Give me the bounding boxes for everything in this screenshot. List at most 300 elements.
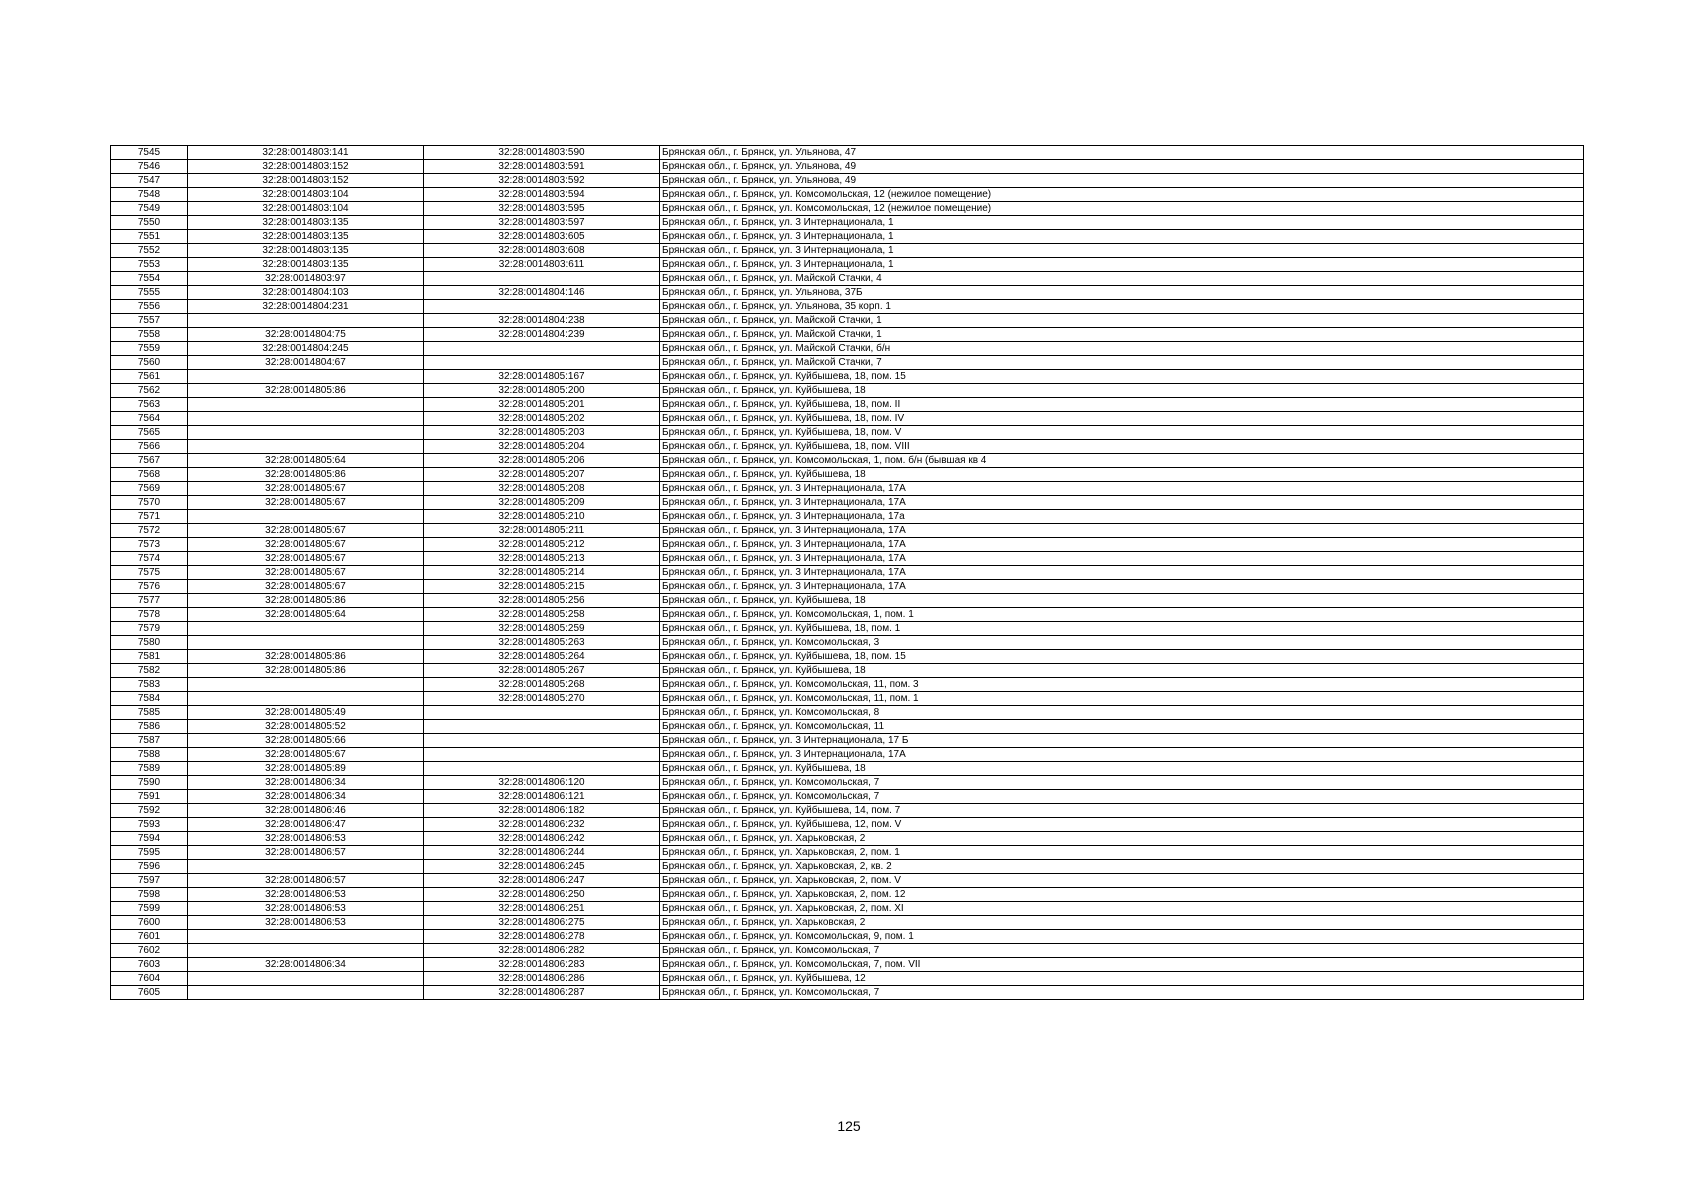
- row-number-cell: 7558: [111, 328, 188, 342]
- object-number-cell: 32:28:0014805:256: [424, 594, 660, 608]
- row-number-cell: 7598: [111, 888, 188, 902]
- table-row: [111, 300, 1584, 314]
- address-cell: Брянская обл., г. Брянск, ул. Комсомольская, 7, пом. VII: [660, 958, 1584, 972]
- address-cell: Брянская обл., г. Брянск, ул. Комсомольская, 12 (нежилое помещение): [660, 188, 1584, 202]
- address-cell: Брянская обл., г. Брянск, ул. Ульянова, 35 корп. 1: [660, 300, 1584, 314]
- table-row: [111, 790, 1584, 804]
- parcel-number-cell: 32:28:0014804:75: [188, 328, 424, 342]
- address-cell: Брянская обл., г. Брянск, ул. Ульянова, 49: [660, 174, 1584, 188]
- table-row: [111, 440, 1584, 454]
- table-row: [111, 776, 1584, 790]
- table-row: [111, 146, 1584, 160]
- object-number-cell: 32:28:0014805:210: [424, 510, 660, 524]
- table-row: [111, 426, 1584, 440]
- address-cell: Брянская обл., г. Брянск, ул. 3 Интернационала, 17А: [660, 748, 1584, 762]
- table-row: [111, 286, 1584, 300]
- row-number-cell: 7601: [111, 930, 188, 944]
- table-row: [111, 958, 1584, 972]
- address-cell: Брянская обл., г. Брянск, ул. Ульянова, 49: [660, 160, 1584, 174]
- address-cell: Брянская обл., г. Брянск, ул. Куйбышева, 18, пом. II: [660, 398, 1584, 412]
- table-row: [111, 384, 1584, 398]
- table-row: [111, 664, 1584, 678]
- parcel-number-cell: [188, 972, 424, 986]
- parcel-number-cell: 32:28:0014805:67: [188, 580, 424, 594]
- parcel-number-cell: 32:28:0014803:104: [188, 202, 424, 216]
- object-number-cell: 32:28:0014806:275: [424, 916, 660, 930]
- table-row: [111, 468, 1584, 482]
- address-cell: Брянская обл., г. Брянск, ул. Харьковская, 2: [660, 832, 1584, 846]
- object-number-cell: 32:28:0014805:270: [424, 692, 660, 706]
- row-number-cell: 7584: [111, 692, 188, 706]
- parcel-number-cell: [188, 314, 424, 328]
- parcel-number-cell: [188, 440, 424, 454]
- row-number-cell: 7590: [111, 776, 188, 790]
- object-number-cell: 32:28:0014804:238: [424, 314, 660, 328]
- address-cell: Брянская обл., г. Брянск, ул. Куйбышева, 12: [660, 972, 1584, 986]
- table-row: [111, 706, 1584, 720]
- table-row: [111, 524, 1584, 538]
- parcel-number-cell: 32:28:0014803:97: [188, 272, 424, 286]
- table-row: [111, 678, 1584, 692]
- parcel-number-cell: 32:28:0014805:67: [188, 566, 424, 580]
- table-row: [111, 650, 1584, 664]
- table-row: [111, 860, 1584, 874]
- object-number-cell: 32:28:0014805:213: [424, 552, 660, 566]
- object-number-cell: 32:28:0014805:201: [424, 398, 660, 412]
- parcel-number-cell: 32:28:0014806:57: [188, 846, 424, 860]
- address-cell: Брянская обл., г. Брянск, ул. Комсомольская, 1, пом. 1: [660, 608, 1584, 622]
- address-cell: Брянская обл., г. Брянск, ул. Майской Стачки, 4: [660, 272, 1584, 286]
- object-number-cell: 32:28:0014805:207: [424, 468, 660, 482]
- row-number-cell: 7603: [111, 958, 188, 972]
- parcel-number-cell: [188, 398, 424, 412]
- object-number-cell: 32:28:0014805:259: [424, 622, 660, 636]
- object-number-cell: [424, 748, 660, 762]
- row-number-cell: 7560: [111, 356, 188, 370]
- table-row: [111, 398, 1584, 412]
- object-number-cell: 32:28:0014805:204: [424, 440, 660, 454]
- object-number-cell: 32:28:0014806:287: [424, 986, 660, 1000]
- registry-table: [110, 145, 1584, 1000]
- parcel-number-cell: 32:28:0014805:66: [188, 734, 424, 748]
- registry-sheet: [110, 145, 1584, 1000]
- object-number-cell: 32:28:0014806:244: [424, 846, 660, 860]
- object-number-cell: 32:28:0014805:200: [424, 384, 660, 398]
- address-cell: Брянская обл., г. Брянск, ул. Куйбышева, 18, пом. 1: [660, 622, 1584, 636]
- table-row: [111, 986, 1584, 1000]
- table-row: [111, 174, 1584, 188]
- object-number-cell: 32:28:0014803:595: [424, 202, 660, 216]
- table-row: [111, 874, 1584, 888]
- address-cell: Брянская обл., г. Брянск, ул. 3 Интернационала, 17а: [660, 510, 1584, 524]
- row-number-cell: 7582: [111, 664, 188, 678]
- object-number-cell: 32:28:0014803:591: [424, 160, 660, 174]
- parcel-number-cell: 32:28:0014806:34: [188, 958, 424, 972]
- object-number-cell: 32:28:0014805:202: [424, 412, 660, 426]
- object-number-cell: 32:28:0014803:590: [424, 146, 660, 160]
- page-number: 125: [837, 1118, 861, 1134]
- object-number-cell: 32:28:0014806:282: [424, 944, 660, 958]
- row-number-cell: 7569: [111, 482, 188, 496]
- object-number-cell: [424, 720, 660, 734]
- row-number-cell: 7554: [111, 272, 188, 286]
- address-cell: Брянская обл., г. Брянск, ул. Харьковская, 2, пом. V: [660, 874, 1584, 888]
- table-row: [111, 244, 1584, 258]
- table-row: [111, 748, 1584, 762]
- parcel-number-cell: 32:28:0014805:67: [188, 482, 424, 496]
- address-cell: Брянская обл., г. Брянск, ул. Харьковская, 2, пом. 1: [660, 846, 1584, 860]
- row-number-cell: 7583: [111, 678, 188, 692]
- parcel-number-cell: 32:28:0014803:152: [188, 160, 424, 174]
- row-number-cell: 7580: [111, 636, 188, 650]
- object-number-cell: 32:28:0014803:611: [424, 258, 660, 272]
- object-number-cell: 32:28:0014805:214: [424, 566, 660, 580]
- row-number-cell: 7553: [111, 258, 188, 272]
- row-number-cell: 7594: [111, 832, 188, 846]
- table-row: [111, 762, 1584, 776]
- row-number-cell: 7565: [111, 426, 188, 440]
- parcel-number-cell: [188, 622, 424, 636]
- table-row: [111, 356, 1584, 370]
- row-number-cell: 7573: [111, 538, 188, 552]
- address-cell: Брянская обл., г. Брянск, ул. Харьковская, 2, кв. 2: [660, 860, 1584, 874]
- parcel-number-cell: 32:28:0014806:53: [188, 832, 424, 846]
- address-cell: Брянская обл., г. Брянск, ул. Куйбышева, 18, пом. 15: [660, 370, 1584, 384]
- row-number-cell: 7604: [111, 972, 188, 986]
- address-cell: Брянская обл., г. Брянск, ул. Куйбышева, 12, пом. V: [660, 818, 1584, 832]
- table-row: [111, 594, 1584, 608]
- table-row: [111, 160, 1584, 174]
- address-cell: Брянская обл., г. Брянск, ул. Комсомольская, 7: [660, 986, 1584, 1000]
- address-cell: Брянская обл., г. Брянск, ул. Комсомольская, 12 (нежилое помещение): [660, 202, 1584, 216]
- parcel-number-cell: 32:28:0014804:245: [188, 342, 424, 356]
- table-row: [111, 580, 1584, 594]
- row-number-cell: 7547: [111, 174, 188, 188]
- object-number-cell: 32:28:0014804:146: [424, 286, 660, 300]
- table-row: [111, 496, 1584, 510]
- row-number-cell: 7559: [111, 342, 188, 356]
- object-number-cell: 32:28:0014806:242: [424, 832, 660, 846]
- address-cell: Брянская обл., г. Брянск, ул. Ульянова, 47: [660, 146, 1584, 160]
- table-row: [111, 930, 1584, 944]
- table-row: [111, 510, 1584, 524]
- row-number-cell: 7595: [111, 846, 188, 860]
- address-cell: Брянская обл., г. Брянск, ул. Куйбышева, 18: [660, 664, 1584, 678]
- row-number-cell: 7545: [111, 146, 188, 160]
- table-row: [111, 552, 1584, 566]
- address-cell: Брянская обл., г. Брянск, ул. Комсомольская, 11, пом. 3: [660, 678, 1584, 692]
- table-row: [111, 328, 1584, 342]
- object-number-cell: 32:28:0014805:215: [424, 580, 660, 594]
- parcel-number-cell: [188, 510, 424, 524]
- table-row: [111, 454, 1584, 468]
- object-number-cell: 32:28:0014806:286: [424, 972, 660, 986]
- registry-table-body: [111, 146, 1584, 1000]
- address-cell: Брянская обл., г. Брянск, ул. Комсомольская, 11, пом. 1: [660, 692, 1584, 706]
- row-number-cell: 7602: [111, 944, 188, 958]
- table-row: [111, 832, 1584, 846]
- object-number-cell: 32:28:0014806:120: [424, 776, 660, 790]
- object-number-cell: 32:28:0014803:608: [424, 244, 660, 258]
- table-row: [111, 230, 1584, 244]
- parcel-number-cell: [188, 412, 424, 426]
- table-row: [111, 608, 1584, 622]
- parcel-number-cell: 32:28:0014805:86: [188, 384, 424, 398]
- address-cell: Брянская обл., г. Брянск, ул. Куйбышева, 14, пом. 7: [660, 804, 1584, 818]
- address-cell: Брянская обл., г. Брянск, ул. 3 Интернационала, 1: [660, 230, 1584, 244]
- object-number-cell: 32:28:0014805:268: [424, 678, 660, 692]
- object-number-cell: [424, 300, 660, 314]
- address-cell: Брянская обл., г. Брянск, ул. Майской Стачки, 1: [660, 328, 1584, 342]
- row-number-cell: 7599: [111, 902, 188, 916]
- parcel-number-cell: [188, 370, 424, 384]
- object-number-cell: 32:28:0014806:245: [424, 860, 660, 874]
- row-number-cell: 7586: [111, 720, 188, 734]
- row-number-cell: 7563: [111, 398, 188, 412]
- parcel-number-cell: 32:28:0014805:52: [188, 720, 424, 734]
- parcel-number-cell: 32:28:0014804:103: [188, 286, 424, 300]
- table-row: [111, 916, 1584, 930]
- address-cell: Брянская обл., г. Брянск, ул. 3 Интернационала, 17А: [660, 566, 1584, 580]
- row-number-cell: 7593: [111, 818, 188, 832]
- table-row: [111, 734, 1584, 748]
- table-row: [111, 720, 1584, 734]
- row-number-cell: 7564: [111, 412, 188, 426]
- parcel-number-cell: 32:28:0014805:64: [188, 608, 424, 622]
- row-number-cell: 7562: [111, 384, 188, 398]
- object-number-cell: 32:28:0014805:167: [424, 370, 660, 384]
- parcel-number-cell: 32:28:0014806:57: [188, 874, 424, 888]
- parcel-number-cell: 32:28:0014803:141: [188, 146, 424, 160]
- object-number-cell: 32:28:0014805:212: [424, 538, 660, 552]
- row-number-cell: 7579: [111, 622, 188, 636]
- table-row: [111, 538, 1584, 552]
- parcel-number-cell: [188, 860, 424, 874]
- parcel-number-cell: [188, 678, 424, 692]
- address-cell: Брянская обл., г. Брянск, ул. Куйбышева, 18: [660, 594, 1584, 608]
- row-number-cell: 7566: [111, 440, 188, 454]
- row-number-cell: 7597: [111, 874, 188, 888]
- parcel-number-cell: 32:28:0014803:135: [188, 258, 424, 272]
- row-number-cell: 7589: [111, 762, 188, 776]
- object-number-cell: 32:28:0014804:239: [424, 328, 660, 342]
- object-number-cell: 32:28:0014803:592: [424, 174, 660, 188]
- object-number-cell: [424, 342, 660, 356]
- parcel-number-cell: [188, 986, 424, 1000]
- object-number-cell: 32:28:0014805:206: [424, 454, 660, 468]
- row-number-cell: 7548: [111, 188, 188, 202]
- address-cell: Брянская обл., г. Брянск, ул. Куйбышева, 18, пом. V: [660, 426, 1584, 440]
- address-cell: Брянская обл., г. Брянск, ул. Майской Стачки, 7: [660, 356, 1584, 370]
- address-cell: Брянская обл., г. Брянск, ул. Комсомольская, 7: [660, 776, 1584, 790]
- parcel-number-cell: 32:28:0014805:49: [188, 706, 424, 720]
- address-cell: Брянская обл., г. Брянск, ул. Куйбышева, 18: [660, 468, 1584, 482]
- parcel-number-cell: [188, 944, 424, 958]
- table-row: [111, 846, 1584, 860]
- parcel-number-cell: 32:28:0014803:135: [188, 244, 424, 258]
- address-cell: Брянская обл., г. Брянск, ул. Комсомольская, 7: [660, 944, 1584, 958]
- table-row: [111, 622, 1584, 636]
- address-cell: Брянская обл., г. Брянск, ул. 3 Интернационала, 17А: [660, 538, 1584, 552]
- row-number-cell: 7549: [111, 202, 188, 216]
- row-number-cell: 7546: [111, 160, 188, 174]
- parcel-number-cell: 32:28:0014804:231: [188, 300, 424, 314]
- parcel-number-cell: 32:28:0014803:152: [188, 174, 424, 188]
- parcel-number-cell: 32:28:0014806:34: [188, 790, 424, 804]
- table-row: [111, 314, 1584, 328]
- parcel-number-cell: 32:28:0014806:34: [188, 776, 424, 790]
- row-number-cell: 7587: [111, 734, 188, 748]
- object-number-cell: 32:28:0014803:605: [424, 230, 660, 244]
- parcel-number-cell: 32:28:0014806:53: [188, 888, 424, 902]
- table-row: [111, 202, 1584, 216]
- object-number-cell: 32:28:0014806:278: [424, 930, 660, 944]
- row-number-cell: 7591: [111, 790, 188, 804]
- parcel-number-cell: 32:28:0014804:67: [188, 356, 424, 370]
- object-number-cell: 32:28:0014805:267: [424, 664, 660, 678]
- address-cell: Брянская обл., г. Брянск, ул. Майской Стачки, б/н: [660, 342, 1584, 356]
- parcel-number-cell: 32:28:0014803:104: [188, 188, 424, 202]
- address-cell: Брянская обл., г. Брянск, ул. 3 Интернационала, 17А: [660, 552, 1584, 566]
- row-number-cell: 7572: [111, 524, 188, 538]
- object-number-cell: 32:28:0014806:232: [424, 818, 660, 832]
- object-number-cell: 32:28:0014806:121: [424, 790, 660, 804]
- table-row: [111, 692, 1584, 706]
- row-number-cell: 7561: [111, 370, 188, 384]
- address-cell: Брянская обл., г. Брянск, ул. 3 Интернационала, 17А: [660, 496, 1584, 510]
- address-cell: Брянская обл., г. Брянск, ул. 3 Интернационала, 1: [660, 258, 1584, 272]
- parcel-number-cell: 32:28:0014805:86: [188, 468, 424, 482]
- row-number-cell: 7576: [111, 580, 188, 594]
- object-number-cell: [424, 706, 660, 720]
- table-row: [111, 972, 1584, 986]
- parcel-number-cell: 32:28:0014806:53: [188, 916, 424, 930]
- table-row: [111, 188, 1584, 202]
- row-number-cell: 7550: [111, 216, 188, 230]
- table-row: [111, 804, 1584, 818]
- parcel-number-cell: 32:28:0014803:135: [188, 230, 424, 244]
- row-number-cell: 7556: [111, 300, 188, 314]
- address-cell: Брянская обл., г. Брянск, ул. 3 Интернационала, 17А: [660, 524, 1584, 538]
- row-number-cell: 7568: [111, 468, 188, 482]
- row-number-cell: 7592: [111, 804, 188, 818]
- row-number-cell: 7588: [111, 748, 188, 762]
- parcel-number-cell: 32:28:0014803:135: [188, 216, 424, 230]
- address-cell: Брянская обл., г. Брянск, ул. Ульянова, 37Б: [660, 286, 1584, 300]
- address-cell: Брянская обл., г. Брянск, ул. Комсомольская, 8: [660, 706, 1584, 720]
- table-row: [111, 944, 1584, 958]
- table-row: [111, 412, 1584, 426]
- parcel-number-cell: 32:28:0014805:67: [188, 552, 424, 566]
- object-number-cell: 32:28:0014806:247: [424, 874, 660, 888]
- object-number-cell: 32:28:0014805:211: [424, 524, 660, 538]
- row-number-cell: 7552: [111, 244, 188, 258]
- parcel-number-cell: [188, 636, 424, 650]
- row-number-cell: 7557: [111, 314, 188, 328]
- object-number-cell: 32:28:0014806:182: [424, 804, 660, 818]
- row-number-cell: 7555: [111, 286, 188, 300]
- row-number-cell: 7577: [111, 594, 188, 608]
- address-cell: Брянская обл., г. Брянск, ул. Комсомольская, 11: [660, 720, 1584, 734]
- parcel-number-cell: [188, 426, 424, 440]
- address-cell: Брянская обл., г. Брянск, ул. Куйбышева, 18: [660, 762, 1584, 776]
- table-row: [111, 272, 1584, 286]
- row-number-cell: 7570: [111, 496, 188, 510]
- parcel-number-cell: 32:28:0014806:46: [188, 804, 424, 818]
- address-cell: Брянская обл., г. Брянск, ул. Харьковская, 2: [660, 916, 1584, 930]
- address-cell: Брянская обл., г. Брянск, ул. Куйбышева, 18, пом. IV: [660, 412, 1584, 426]
- parcel-number-cell: 32:28:0014806:47: [188, 818, 424, 832]
- object-number-cell: 32:28:0014803:597: [424, 216, 660, 230]
- object-number-cell: [424, 356, 660, 370]
- table-row: [111, 482, 1584, 496]
- address-cell: Брянская обл., г. Брянск, ул. Комсомольская, 3: [660, 636, 1584, 650]
- row-number-cell: 7575: [111, 566, 188, 580]
- object-number-cell: 32:28:0014805:264: [424, 650, 660, 664]
- object-number-cell: [424, 272, 660, 286]
- object-number-cell: 32:28:0014805:209: [424, 496, 660, 510]
- object-number-cell: 32:28:0014806:251: [424, 902, 660, 916]
- address-cell: Брянская обл., г. Брянск, ул. Комсомольская, 9, пом. 1: [660, 930, 1584, 944]
- address-cell: Брянская обл., г. Брянск, ул. Куйбышева, 18, пом. 15: [660, 650, 1584, 664]
- row-number-cell: 7605: [111, 986, 188, 1000]
- object-number-cell: [424, 762, 660, 776]
- parcel-number-cell: 32:28:0014805:86: [188, 594, 424, 608]
- table-row: [111, 818, 1584, 832]
- row-number-cell: 7574: [111, 552, 188, 566]
- row-number-cell: 7581: [111, 650, 188, 664]
- address-cell: Брянская обл., г. Брянск, ул. Майской Стачки, 1: [660, 314, 1584, 328]
- parcel-number-cell: [188, 930, 424, 944]
- parcel-number-cell: 32:28:0014805:67: [188, 748, 424, 762]
- object-number-cell: 32:28:0014805:203: [424, 426, 660, 440]
- object-number-cell: 32:28:0014805:263: [424, 636, 660, 650]
- parcel-number-cell: 32:28:0014805:64: [188, 454, 424, 468]
- address-cell: Брянская обл., г. Брянск, ул. 3 Интернационала, 17А: [660, 482, 1584, 496]
- address-cell: Брянская обл., г. Брянск, ул. Комсомольская, 1, пом. б/н (бывшая кв 4: [660, 454, 1584, 468]
- address-cell: Брянская обл., г. Брянск, ул. Куйбышева, 18, пом. VIII: [660, 440, 1584, 454]
- row-number-cell: 7571: [111, 510, 188, 524]
- address-cell: Брянская обл., г. Брянск, ул. 3 Интернационала, 1: [660, 216, 1584, 230]
- object-number-cell: 32:28:0014805:258: [424, 608, 660, 622]
- table-row: [111, 216, 1584, 230]
- object-number-cell: 32:28:0014806:250: [424, 888, 660, 902]
- table-row: [111, 258, 1584, 272]
- row-number-cell: 7551: [111, 230, 188, 244]
- object-number-cell: 32:28:0014806:283: [424, 958, 660, 972]
- row-number-cell: 7585: [111, 706, 188, 720]
- object-number-cell: [424, 734, 660, 748]
- parcel-number-cell: [188, 692, 424, 706]
- address-cell: Брянская обл., г. Брянск, ул. Куйбышева, 18: [660, 384, 1584, 398]
- row-number-cell: 7596: [111, 860, 188, 874]
- address-cell: Брянская обл., г. Брянск, ул. 3 Интернационала, 1: [660, 244, 1584, 258]
- table-row: [111, 902, 1584, 916]
- parcel-number-cell: 32:28:0014805:67: [188, 524, 424, 538]
- table-row: [111, 342, 1584, 356]
- address-cell: Брянская обл., г. Брянск, ул. 3 Интернационала, 17 Б: [660, 734, 1584, 748]
- row-number-cell: 7600: [111, 916, 188, 930]
- parcel-number-cell: 32:28:0014806:53: [188, 902, 424, 916]
- table-row: [111, 636, 1584, 650]
- parcel-number-cell: 32:28:0014805:86: [188, 650, 424, 664]
- row-number-cell: 7578: [111, 608, 188, 622]
- parcel-number-cell: 32:28:0014805:86: [188, 664, 424, 678]
- parcel-number-cell: 32:28:0014805:67: [188, 496, 424, 510]
- table-row: [111, 370, 1584, 384]
- table-row: [111, 888, 1584, 902]
- row-number-cell: 7567: [111, 454, 188, 468]
